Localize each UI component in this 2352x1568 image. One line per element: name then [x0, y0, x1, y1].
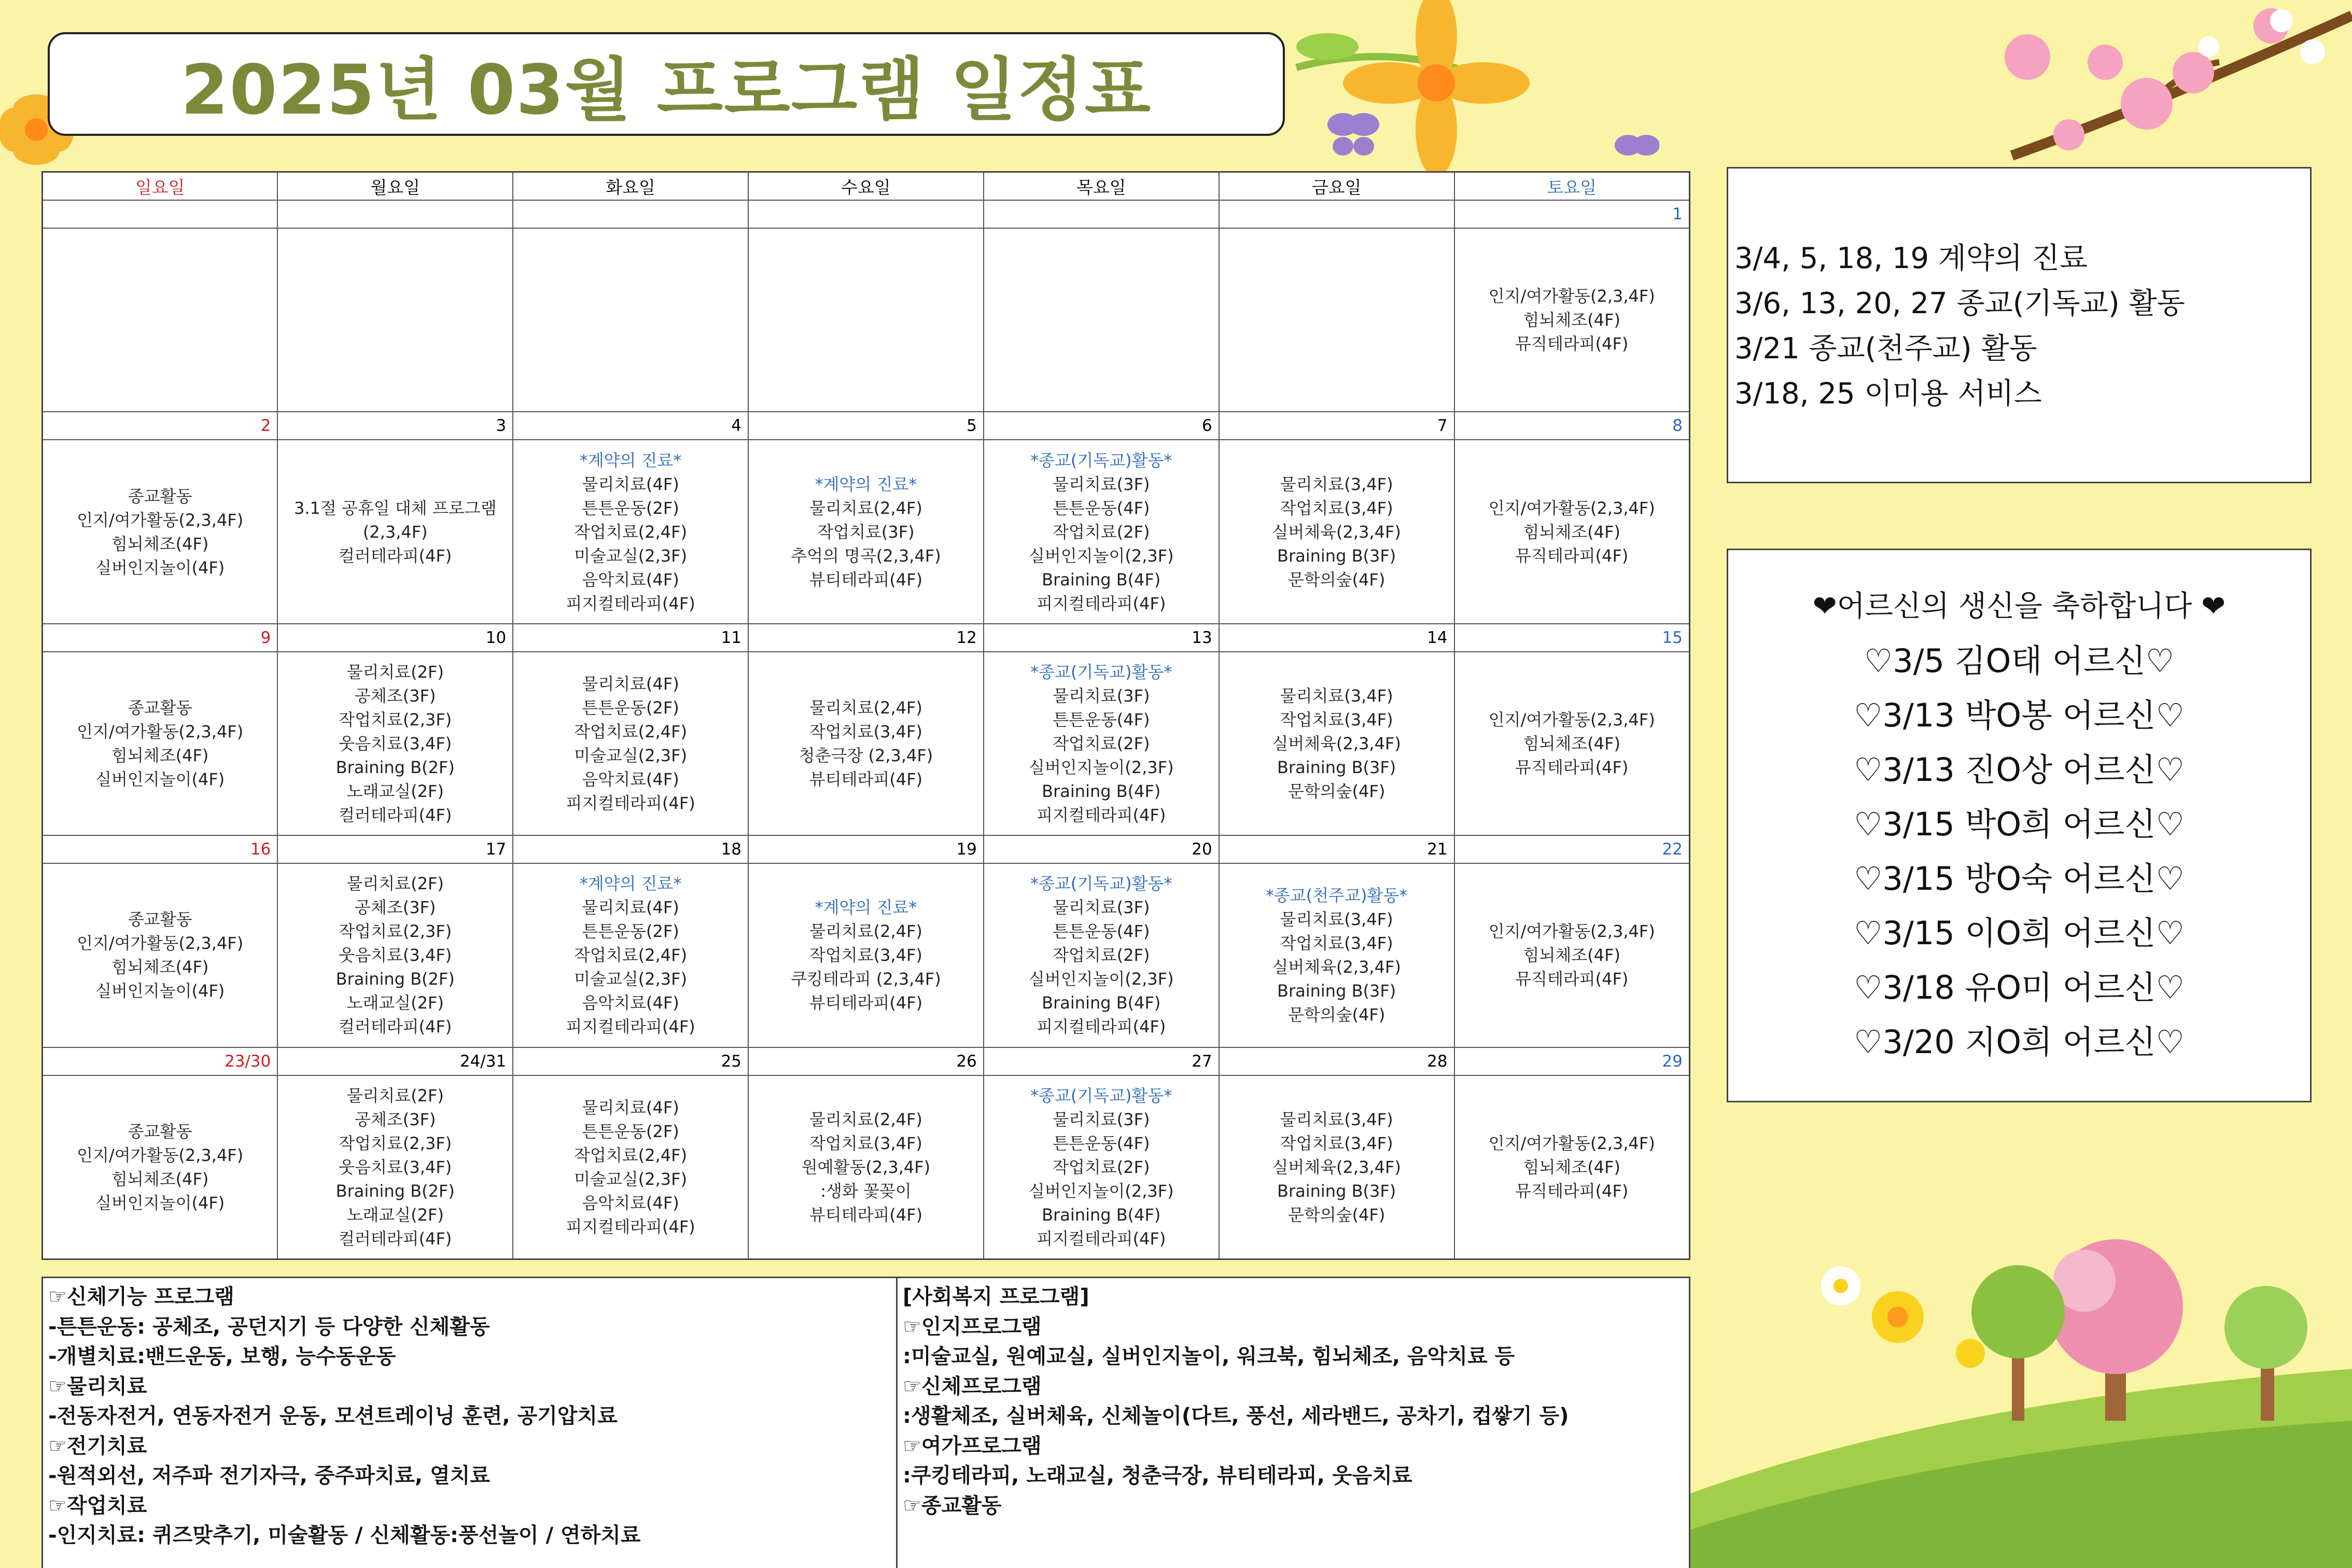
- date-number: 4: [513, 412, 748, 440]
- date-row: [43, 1047, 1690, 1075]
- program-item: 실버체육(2,3,4F): [1272, 734, 1401, 753]
- program-item: 음악치료(4F): [582, 1193, 679, 1213]
- program-item: 노래교실(2F): [346, 993, 444, 1013]
- program-item: 피지컬테라피(4F): [1037, 1017, 1166, 1037]
- program-item: 실버인지놀이(2,3F): [1028, 758, 1174, 777]
- day-cell: [277, 440, 513, 623]
- program-item: 물리치료(4F): [582, 898, 679, 918]
- special-event-text: *종교(기독교)활동*: [1030, 662, 1172, 682]
- program-item: 공체조(3F): [355, 898, 436, 918]
- program-item: 피지컬테라피(4F): [566, 1216, 695, 1237]
- day-cell: [984, 652, 1219, 835]
- program-item: 힘뇌체조(4F): [111, 746, 209, 765]
- program-item: 물리치료(2F): [346, 662, 444, 682]
- program-item: 힘뇌체조(4F): [111, 534, 209, 554]
- program-row: [43, 863, 1690, 1047]
- program-item: 작업치료(2,4F): [574, 1145, 688, 1165]
- program-item: 힘뇌체조(4F): [1523, 734, 1620, 753]
- program-item: 뮤직테라피(4F): [1515, 545, 1629, 566]
- legend-line: ☞종교활동: [903, 1493, 1002, 1518]
- program-item: 작업치료(3,4F): [1280, 933, 1393, 954]
- program-item: 뷰티테라피(4F): [809, 993, 923, 1013]
- program-item: 작업치료(2,4F): [574, 945, 688, 965]
- program-item: 실버체육(2,3,4F): [1272, 522, 1401, 542]
- program-item: Braining B(3F): [1277, 1181, 1396, 1201]
- program-item: Braining B(2F): [335, 969, 455, 989]
- legend-line: -개별치료:밴드운동, 보행, 능수동운동: [48, 1345, 396, 1368]
- title-box: [48, 32, 1285, 136]
- program-item: 작업치료(2F): [1053, 945, 1150, 965]
- program-item: 실버체육(2,3,4F): [1272, 957, 1401, 977]
- program-item: 실버인지놀이(2,3F): [1028, 545, 1174, 566]
- program-item: 물리치료(3,4F): [1280, 909, 1393, 930]
- program-item: 공체조(3F): [355, 686, 436, 706]
- day-cell: [513, 863, 748, 1047]
- date-number: 26: [748, 1047, 984, 1075]
- program-item: 청춘극장 (2,3,4F): [799, 746, 933, 765]
- day-cell: [277, 652, 513, 835]
- blossom-branch-icon: [1950, 0, 2352, 171]
- program-item: 뷰티테라피(4F): [809, 1205, 923, 1225]
- program-item: Braining B(3F): [1277, 758, 1396, 777]
- program-item: 노래교실(2F): [346, 781, 444, 801]
- legend-line: ☞여가프로그램: [903, 1434, 1042, 1458]
- legend-line: ☞물리치료: [48, 1374, 147, 1398]
- program-item: 물리치료(3,4F): [1280, 474, 1393, 494]
- program-item: 종교활동: [128, 909, 192, 930]
- special-event-text: *종교(기독교)활동*: [1030, 874, 1172, 894]
- program-item: 작업치료(2,3F): [339, 921, 452, 942]
- date-number: 6: [984, 412, 1219, 440]
- program-item: 실버인지놀이(4F): [95, 981, 225, 1001]
- program-item: 물리치료(3F): [1053, 898, 1150, 918]
- day-cell: [43, 652, 278, 835]
- legend-line: ☞인지프로그램: [903, 1314, 1042, 1339]
- program-item: 인지/여가활동(2,3,4F): [77, 722, 244, 741]
- program-item: 물리치료(2F): [346, 874, 444, 894]
- program-row: [43, 440, 1690, 623]
- date-number: 5: [748, 412, 984, 440]
- day-cell: [748, 228, 984, 412]
- flower-decoration-top-icon: [1265, 0, 1659, 171]
- date-row: [43, 835, 1690, 863]
- program-item: 물리치료(4F): [582, 474, 679, 494]
- program-row: [43, 1075, 1690, 1259]
- program-item: 물리치료(2,4F): [809, 698, 922, 718]
- legend-right-column: [898, 1278, 1689, 1568]
- program-item: 작업치료(3,4F): [1280, 1133, 1393, 1153]
- page-title: 2025년 03월 프로그램 일정표: [180, 50, 1152, 130]
- date-number: 18: [513, 835, 748, 863]
- program-item: 작업치료(2F): [1053, 734, 1150, 753]
- program-item: 튼튼운동(4F): [1053, 498, 1150, 518]
- program-item: 종교활동: [128, 1121, 192, 1141]
- birthday-item: ♡3/18 유O미 어르신♡: [1853, 969, 2185, 1006]
- birthday-heading: ❤어르신의 생신을 축하합니다 ❤: [1812, 590, 2226, 623]
- day-cell: [513, 440, 748, 623]
- program-item: 작업치료(2,4F): [574, 522, 688, 542]
- legend-line: [사회복지 프로그램]: [903, 1285, 1089, 1309]
- special-event-text: *종교(기독교)활동*: [1030, 450, 1172, 470]
- program-item: Braining B(3F): [1277, 981, 1396, 1001]
- program-item: 음악치료(4F): [582, 569, 679, 590]
- day-cell: [513, 1075, 748, 1259]
- program-row: [43, 228, 1690, 412]
- date-number: [748, 200, 984, 228]
- program-item: 인지/여가활동(2,3,4F): [77, 1145, 244, 1165]
- day-cell: [984, 863, 1219, 1047]
- date-number: [513, 200, 748, 228]
- program-item: 작업치료(2,4F): [574, 722, 688, 741]
- program-item: 피지컬테라피(4F): [566, 1017, 695, 1037]
- weekday-thu: 목요일: [984, 172, 1219, 201]
- legend-line: :미술교실, 원예교실, 실버인지놀이, 워크북, 힘뇌체조, 음악치료 등: [903, 1345, 1515, 1368]
- legend-left-column: [43, 1278, 898, 1568]
- date-number: 17: [277, 835, 513, 863]
- program-item: 공체조(3F): [355, 1109, 436, 1129]
- program-item: Braining B(3F): [1277, 545, 1396, 566]
- birthday-box: [1727, 549, 2312, 1102]
- date-number: 21: [1219, 835, 1454, 863]
- program-item: 물리치료(4F): [582, 674, 679, 694]
- date-number: 2: [43, 412, 278, 440]
- date-number: 28: [1219, 1047, 1454, 1075]
- weekday-mon: 월요일: [277, 172, 513, 201]
- date-number: 10: [277, 624, 513, 652]
- birthday-item: ♡3/15 이O희 어르신♡: [1853, 914, 2185, 952]
- day-cell: [1219, 228, 1454, 412]
- notice-box: [1727, 167, 2312, 483]
- day-cell: [984, 228, 1219, 412]
- program-item: 뮤직테라피(4F): [1515, 969, 1629, 989]
- program-item: 컬러테라피(4F): [339, 1017, 452, 1037]
- program-item: 작업치료(2F): [1053, 1157, 1150, 1177]
- program-item: 미술교실(2,3F): [574, 969, 688, 989]
- program-item: 피지컬테라피(4F): [566, 593, 695, 613]
- program-item: 튼튼운동(2F): [582, 498, 679, 518]
- program-item: 종교활동: [128, 698, 192, 718]
- program-item: 피지컬테라피(4F): [1037, 1228, 1166, 1249]
- program-item: 음악치료(4F): [582, 769, 679, 789]
- program-item: 미술교실(2,3F): [574, 746, 688, 765]
- program-item: 튼튼운동(4F): [1053, 710, 1150, 730]
- program-item: 인지/여가활동(2,3,4F): [77, 510, 244, 530]
- program-item: 작업치료(3F): [817, 522, 915, 542]
- day-cell: [1454, 440, 1690, 623]
- program-legend: [41, 1277, 1690, 1568]
- program-item: 물리치료(2,4F): [809, 498, 922, 518]
- birthday-item: ♡3/15 방O숙 어르신♡: [1853, 860, 2185, 898]
- program-item: 실버인지놀이(4F): [95, 1193, 225, 1213]
- weekday-sat: 토요일: [1454, 172, 1690, 201]
- legend-line: -전동자전거, 연동자전거 운동, 모션트레이닝 훈련, 공기압치료: [48, 1404, 618, 1428]
- program-item: 노래교실(2F): [346, 1205, 444, 1225]
- program-item: 웃음치료(3,4F): [339, 734, 452, 753]
- weekday-wed: 수요일: [748, 172, 984, 201]
- program-item: 물리치료(2F): [346, 1085, 444, 1105]
- legend-line: ☞신체프로그램: [903, 1374, 1042, 1398]
- program-item: 힘뇌체조(4F): [1523, 1157, 1620, 1177]
- date-number: 29: [1454, 1047, 1690, 1075]
- program-item: 실버인지놀이(4F): [95, 769, 225, 789]
- program-item: 컬러테라피(4F): [339, 545, 452, 566]
- date-number: 23/30: [43, 1047, 278, 1075]
- calendar-table: [41, 171, 1690, 1260]
- date-number: 9: [43, 624, 278, 652]
- program-item: 힘뇌체조(4F): [1523, 945, 1620, 965]
- day-cell: [748, 863, 984, 1047]
- notice-item: 3/6, 13, 20, 27 종교(기독교) 활동: [1734, 287, 2185, 320]
- program-item: 인지/여가활동(2,3,4F): [77, 933, 244, 954]
- program-item: Braining B(4F): [1042, 569, 1161, 590]
- date-row: [43, 200, 1690, 228]
- legend-line: :쿠킹테라피, 노래교실, 청춘극장, 뷰티테라피, 웃음치료: [903, 1464, 1412, 1488]
- program-item: 튼튼운동(2F): [582, 921, 679, 942]
- landscape-tree-icon: [1690, 1203, 2352, 1568]
- date-row: [43, 412, 1690, 440]
- legend-line: :생활체조, 실버체육, 신체놀이(다트, 풍선, 세라밴드, 공차기, 컵쌓기 등): [903, 1404, 1569, 1428]
- program-item: 물리치료(3F): [1053, 686, 1150, 706]
- day-cell: [1454, 1075, 1690, 1259]
- program-item: 인지/여가활동(2,3,4F): [1488, 286, 1655, 306]
- notice-item: 3/18, 25 이미용 서비스: [1734, 377, 2042, 411]
- special-event-text: *종교(기독교)활동*: [1030, 1085, 1172, 1105]
- weekday-fri: 금요일: [1219, 172, 1454, 201]
- weekday-sun: 일요일: [43, 172, 278, 201]
- birthday-item: ♡3/20 지O희 어르신♡: [1853, 1023, 2185, 1061]
- program-item: 물리치료(3F): [1053, 474, 1150, 494]
- program-item: 물리치료(3F): [1053, 1109, 1150, 1129]
- special-event-text: *계약의 진료*: [815, 898, 917, 918]
- program-item: 작업치료(2,3F): [339, 710, 452, 730]
- program-item: 작업치료(2,3F): [339, 1133, 452, 1153]
- program-item: 미술교실(2,3F): [574, 1169, 688, 1189]
- legend-line: -튼튼운동: 공체조, 공던지기 등 다양한 신체활동: [48, 1314, 490, 1339]
- day-cell: [748, 440, 984, 623]
- program-item: 실버체육(2,3,4F): [1272, 1157, 1401, 1177]
- birthday-item: ♡3/13 진O상 어르신♡: [1853, 751, 2185, 789]
- date-number: [277, 200, 513, 228]
- date-number: [1219, 200, 1454, 228]
- program-item: 작업치료(3,4F): [1280, 710, 1393, 730]
- date-number: 15: [1454, 624, 1690, 652]
- date-number: 3: [277, 412, 513, 440]
- program-item: 실버인지놀이(2,3F): [1028, 1181, 1174, 1201]
- date-row: [43, 624, 1690, 652]
- day-cell: [1454, 652, 1690, 835]
- program-item: 음악치료(4F): [582, 993, 679, 1013]
- day-cell: [43, 1075, 278, 1259]
- program-item: 실버인지놀이(2,3F): [1028, 969, 1174, 989]
- day-cell: [1219, 863, 1454, 1047]
- day-cell: [748, 1075, 984, 1259]
- special-event-text: *종교(천주교)활동*: [1265, 886, 1408, 906]
- program-item: 뮤직테라피(4F): [1515, 1181, 1629, 1201]
- date-number: 16: [43, 835, 278, 863]
- legend-line: ☞전기치료: [48, 1434, 147, 1458]
- day-cell: [984, 440, 1219, 623]
- day-cell: [748, 652, 984, 835]
- program-item: 문학의숲(4F): [1287, 1205, 1385, 1225]
- program-item: Braining B(4F): [1042, 781, 1161, 801]
- day-cell: [984, 1075, 1219, 1259]
- program-item: 뮤직테라피(4F): [1515, 334, 1629, 354]
- day-cell: [277, 863, 513, 1047]
- birthday-item: ♡3/15 박O희 어르신♡: [1853, 805, 2185, 843]
- notice-item: 3/4, 5, 18, 19 계약의 진료: [1734, 242, 2088, 275]
- program-item: Braining B(4F): [1042, 1205, 1161, 1225]
- program-item: 피지컬테라피(4F): [1037, 593, 1166, 613]
- day-cell: [513, 228, 748, 412]
- day-cell: [1454, 228, 1690, 412]
- notice-item: 3/21 종교(천주교) 활동: [1734, 332, 2037, 366]
- program-item: 실버인지놀이(4F): [95, 557, 225, 578]
- program-item: 미술교실(2,3F): [574, 545, 688, 566]
- program-item: 뷰티테라피(4F): [809, 569, 923, 590]
- date-number: 25: [513, 1047, 748, 1075]
- date-number: 24/31: [277, 1047, 513, 1075]
- date-number: [984, 200, 1219, 228]
- program-item: 피지컬테라피(4F): [1037, 805, 1166, 825]
- program-item: 작업치료(3,4F): [1280, 498, 1393, 518]
- legend-line: ☞신체기능 프로그램: [48, 1285, 234, 1309]
- program-item: Braining B(2F): [335, 1181, 455, 1201]
- program-item: 컬러테라피(4F): [339, 805, 452, 825]
- program-item: 튼튼운동(4F): [1053, 921, 1150, 942]
- weekday-header-row: [43, 172, 1690, 201]
- special-event-text: *계약의 진료*: [579, 874, 682, 894]
- day-cell: [1454, 863, 1690, 1047]
- date-number: 8: [1454, 412, 1690, 440]
- program-item: 문학의숲(4F): [1287, 569, 1385, 590]
- birthday-list: [1728, 634, 2310, 1069]
- program-item: (2,3,4F): [362, 522, 428, 542]
- day-cell: [513, 652, 748, 835]
- program-item: 작업치료(3,4F): [809, 1133, 922, 1153]
- date-number: 27: [984, 1047, 1219, 1075]
- program-item: 뷰티테라피(4F): [809, 769, 923, 789]
- date-number: 19: [748, 835, 984, 863]
- birthday-item: ♡3/13 박O봉 어르신♡: [1853, 696, 2185, 734]
- day-cell: [277, 228, 513, 412]
- day-cell: [1219, 440, 1454, 623]
- weekday-tue: 화요일: [513, 172, 748, 201]
- day-cell: [43, 863, 278, 1047]
- program-item: 힘뇌체조(4F): [1523, 310, 1620, 330]
- legend-line: -원적외선, 저주파 전기자극, 중주파치료, 열치료: [48, 1464, 491, 1488]
- program-item: 힘뇌체조(4F): [111, 957, 209, 977]
- program-item: 원예활동(2,3,4F): [801, 1157, 931, 1177]
- special-event-text: *계약의 진료*: [579, 450, 682, 470]
- program-item: 물리치료(2,4F): [809, 1109, 922, 1129]
- program-item: 문학의숲(4F): [1287, 1005, 1385, 1025]
- program-item: :생화 꽃꽂이: [820, 1181, 912, 1201]
- program-item: 작업치료(3,4F): [809, 945, 922, 965]
- birthday-item: ♡3/5 김O태 어르신♡: [1864, 642, 2175, 680]
- program-item: 튼튼운동(2F): [582, 1121, 679, 1141]
- program-item: 힘뇌체조(4F): [1523, 522, 1620, 542]
- program-item: 물리치료(2,4F): [809, 921, 922, 942]
- program-row: [43, 652, 1690, 835]
- legend-line: -인지치료: 퀴즈맞추기, 미술활동 / 신체활동:풍선놀이 / 연하치료: [48, 1523, 641, 1547]
- date-number: 1: [1454, 200, 1690, 228]
- program-item: 웃음치료(3,4F): [339, 1157, 452, 1177]
- date-number: 14: [1219, 624, 1454, 652]
- date-number: 13: [984, 624, 1219, 652]
- program-item: 인지/여가활동(2,3,4F): [1488, 710, 1655, 730]
- program-item: Braining B(2F): [335, 758, 455, 777]
- program-item: 작업치료(3,4F): [809, 722, 922, 741]
- program-item: 컬러테라피(4F): [339, 1228, 452, 1249]
- program-item: 추억의 명곡(2,3,4F): [791, 545, 941, 566]
- day-cell: [43, 228, 278, 412]
- program-item: 물리치료(3,4F): [1280, 1109, 1393, 1129]
- program-item: 뮤직테라피(4F): [1515, 758, 1629, 777]
- date-number: 11: [513, 624, 748, 652]
- date-number: 7: [1219, 412, 1454, 440]
- program-item: 튼튼운동(4F): [1053, 1133, 1150, 1153]
- program-item: 인지/여가활동(2,3,4F): [1488, 1133, 1655, 1153]
- program-item: 인지/여가활동(2,3,4F): [1488, 921, 1655, 942]
- date-number: [43, 200, 278, 228]
- date-number: 20: [984, 835, 1219, 863]
- calendar-body: [43, 200, 1690, 1259]
- day-cell: [277, 1075, 513, 1259]
- program-item: 쿠킹테라피 (2,3,4F): [791, 969, 941, 989]
- program-item: 힘뇌체조(4F): [111, 1169, 209, 1189]
- program-item: 인지/여가활동(2,3,4F): [1488, 498, 1655, 518]
- legend-line: ☞작업치료: [48, 1493, 147, 1518]
- program-item: Braining B(4F): [1042, 993, 1161, 1013]
- program-item: 물리치료(3,4F): [1280, 686, 1393, 706]
- program-item: 종교활동: [128, 486, 192, 506]
- program-item: 물리치료(4F): [582, 1097, 679, 1117]
- day-cell: [1219, 1075, 1454, 1259]
- date-number: 12: [748, 624, 984, 652]
- day-cell: [1219, 652, 1454, 835]
- special-event-text: *계약의 진료*: [815, 474, 917, 494]
- program-item: 문학의숲(4F): [1287, 781, 1385, 801]
- program-item: 작업치료(2F): [1053, 522, 1150, 542]
- date-number: 22: [1454, 835, 1690, 863]
- program-item: 피지컬테라피(4F): [566, 793, 695, 813]
- program-item: 3.1절 공휴일 대체 프로그램: [294, 498, 497, 518]
- program-item: 웃음치료(3,4F): [339, 945, 452, 965]
- day-cell: [43, 440, 278, 623]
- program-item: 튼튼운동(2F): [582, 698, 679, 718]
